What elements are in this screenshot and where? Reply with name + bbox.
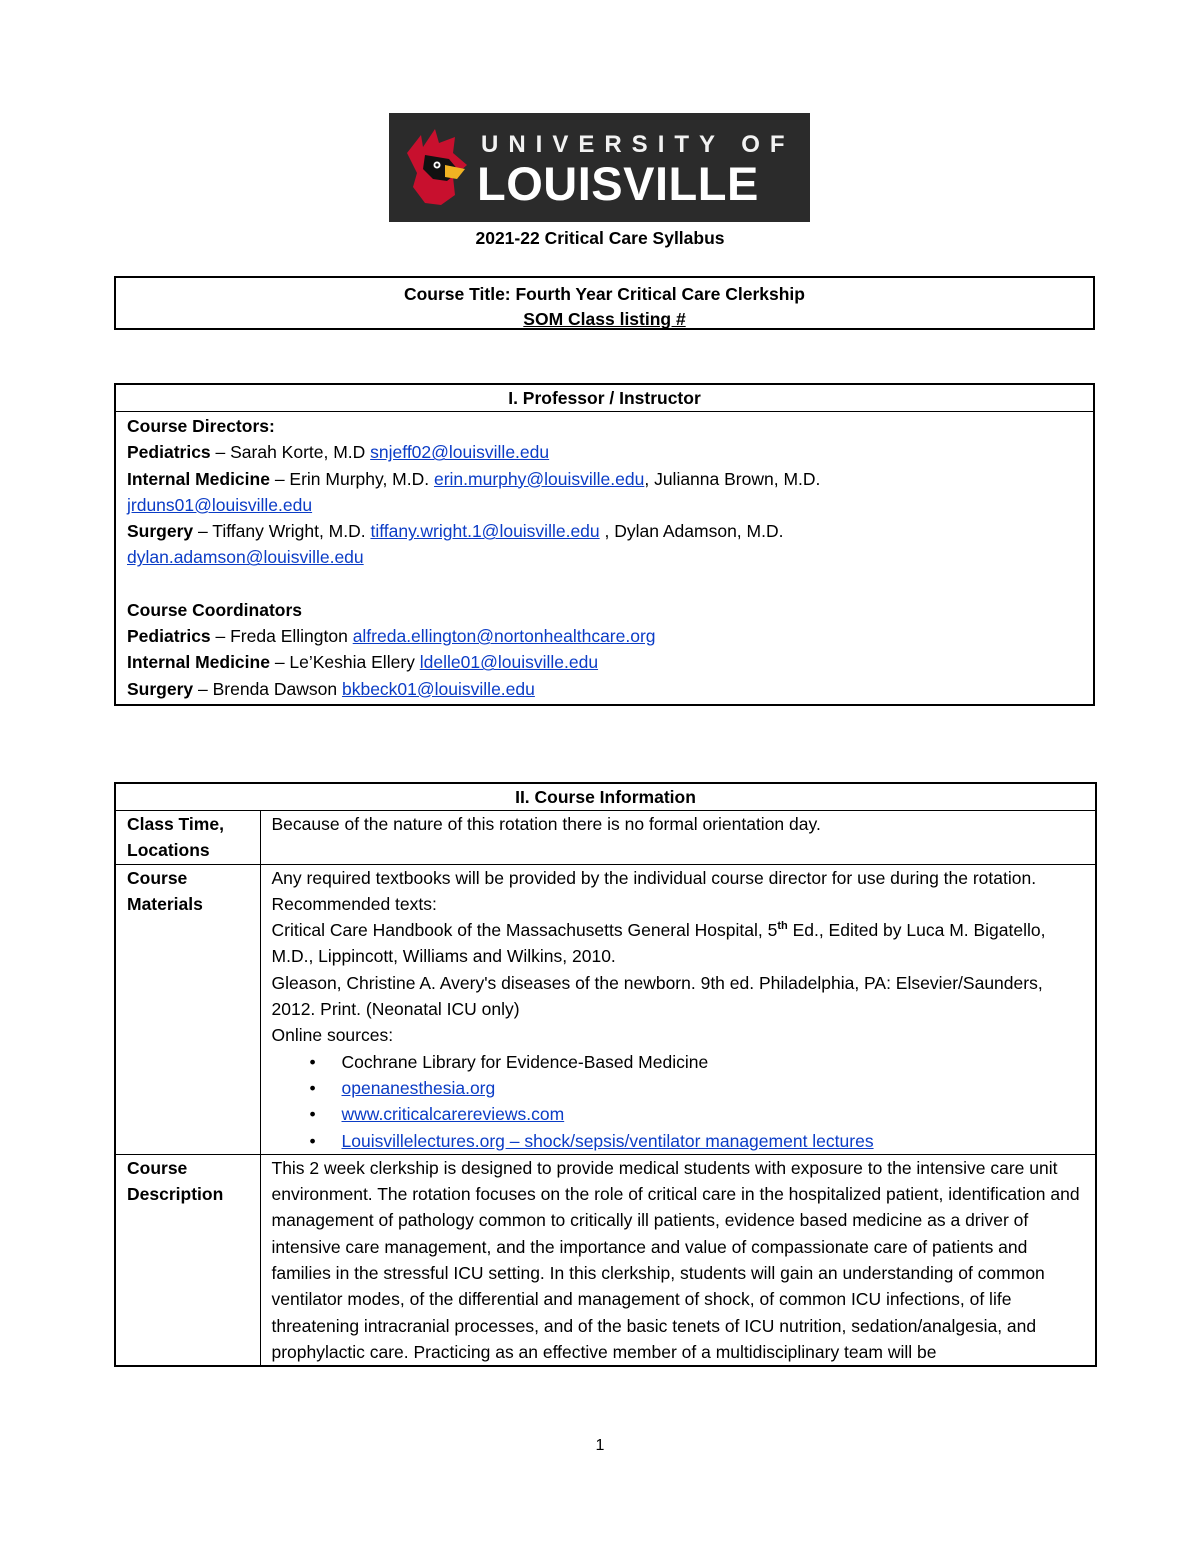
recommended-text-1 [272, 917, 1086, 970]
recommended-text-1-b: Ed., Edited by Luca M. Bigatello, M.D., Lippincott, Williams and Wilkins, 2010. [271, 920, 1046, 967]
course-title: Course Title: Fourth Year Critical Care Clerkship [403, 284, 805, 304]
description-label: Course Description [115, 1154, 260, 1366]
bullet-icon: • [309, 1130, 316, 1151]
director-peds-name: – Sarah Korte, M.D [210, 442, 371, 463]
class-time-label: Class Time, Locations [115, 811, 260, 865]
online-source-louisvillelectures[interactable]: Louisvillelectures.org – shock/sepsis/ventilator management lectures [341, 1130, 874, 1151]
list-item [302, 1075, 1086, 1101]
online-sources-list [272, 1049, 1086, 1154]
coordinator-im-name: – Le’Keshia Ellery [269, 652, 420, 673]
coordinator-surgery-email[interactable]: bkbeck01@louisville.edu [341, 678, 535, 699]
director-surgery-email-1[interactable]: tiffany.wright.1@louisville.edu [370, 521, 600, 542]
description-text: This 2 week clerkship is designed to provide medical students with exposure to the intensive care unit environment. The rotation focuses on the role of critical care in the hospitalized patient, identification and management of pathology common to critically ill patients, evidence based medicine as a driver of intensive care management, and the importance and value of compassionate care of patients and families in the stressful ICU setting. In this clerkship, students will gain an understanding of common ventilator modes, of the differential and management of shock, of common ICU infections, of life threatening intracranial processes, and of the basic tenets of ICU nutrition, sedation/analgesia, and prophylactic care. Practicing as an effective member of a multidisciplinary team will be [260, 1154, 1096, 1366]
director-surgery-name-2: , Dylan Adamson, M.D. [599, 521, 784, 542]
page-number: 1 [595, 1437, 605, 1454]
coordinator-surgery-name: – Brenda Dawson [193, 678, 342, 699]
director-im-email-1[interactable]: erin.murphy@louisville.edu [433, 468, 645, 489]
table-row [115, 1154, 1096, 1366]
list-item [302, 1128, 1086, 1154]
director-peds-label: Pediatrics [127, 442, 211, 463]
director-peds [127, 439, 1093, 465]
materials-content [260, 864, 1096, 1154]
coordinator-surgery [127, 676, 1093, 702]
director-im-email-2[interactable]: jrduns01@louisville.edu [127, 494, 313, 515]
cardinal-logo-icon [403, 125, 471, 209]
course-info-table [114, 782, 1097, 1367]
bullet-icon: • [309, 1051, 316, 1072]
director-surgery-name: – Tiffany Wright, M.D. [193, 521, 371, 542]
coordinator-peds-label: Pediatrics [127, 626, 211, 647]
coordinators-heading: Course Coordinators [127, 599, 303, 620]
director-peds-email[interactable]: snjeff02@louisville.edu [370, 442, 550, 463]
coordinator-im [127, 649, 1093, 675]
coordinator-surgery-label: Surgery [127, 678, 194, 699]
materials-label: Course Materials [115, 864, 260, 1154]
online-source-criticalcarereviews[interactable]: www.criticalcarereviews.com [341, 1104, 565, 1125]
director-im-label: Internal Medicine [127, 468, 270, 489]
online-source-cochrane: Cochrane Library for Evidence-Based Medicine [341, 1051, 709, 1072]
list-item [302, 1049, 1086, 1075]
coordinator-im-email[interactable]: ldelle01@louisville.edu [419, 652, 599, 673]
recommended-text-1-a: Critical Care Handbook of the Massachusetts General Hospital, 5 [271, 920, 778, 941]
logo-line-2: LOUISVILLE [477, 157, 759, 210]
director-surgery-email-2[interactable]: dylan.adamson@louisville.edu [127, 547, 364, 568]
logo-line-1: UNIVERSITY OF [481, 131, 795, 158]
instructor-table [114, 383, 1095, 706]
coordinator-peds [127, 623, 1093, 649]
coordinator-peds-email[interactable]: alfreda.ellington@nortonhealthcare.org [352, 626, 656, 647]
director-im [127, 466, 1093, 519]
director-surgery-label: Surgery [127, 521, 194, 542]
recommended-text-2: Gleason, Christine A. Avery's diseases of the newborn. 9th ed. Philadelphia, PA: Elsevier/Saunders, 2012. Print. (Neonatal ICU only) [271, 972, 1043, 1020]
course-title-box [114, 276, 1095, 330]
recommended-text-1-sup: th [777, 920, 788, 933]
course-info-header: II. Course Information [115, 783, 1096, 811]
class-listing: SOM Class listing # [523, 309, 686, 329]
instructor-body [115, 412, 1094, 705]
coordinator-im-label: Internal Medicine [127, 652, 270, 673]
document-title: 2021-22 Critical Care Syllabus [475, 228, 725, 248]
university-logo [389, 113, 810, 222]
class-time-text: Because of the nature of this rotation there is no formal orientation day. [260, 811, 1096, 865]
director-im-name-2: , Julianna Brown, M.D. [644, 468, 821, 489]
materials-intro: Any required textbooks will be provided by the individual course director for use during the rotation. [271, 867, 1037, 888]
table-row [115, 864, 1096, 1154]
online-source-openanesthesia[interactable]: openanesthesia.org [341, 1077, 496, 1098]
director-im-name: – Erin Murphy, M.D. [269, 468, 434, 489]
recommended-heading: Recommended texts: [271, 893, 437, 914]
coordinator-peds-name: – Freda Ellington [210, 626, 353, 647]
list-item [302, 1101, 1086, 1127]
instructor-header: I. Professor / Instructor [115, 384, 1094, 412]
bullet-icon: • [309, 1104, 316, 1125]
directors-heading: Course Directors: [127, 416, 275, 436]
online-heading: Online sources: [271, 1025, 394, 1046]
director-surgery [127, 518, 1093, 571]
bullet-icon: • [309, 1077, 316, 1098]
table-row [115, 811, 1096, 865]
